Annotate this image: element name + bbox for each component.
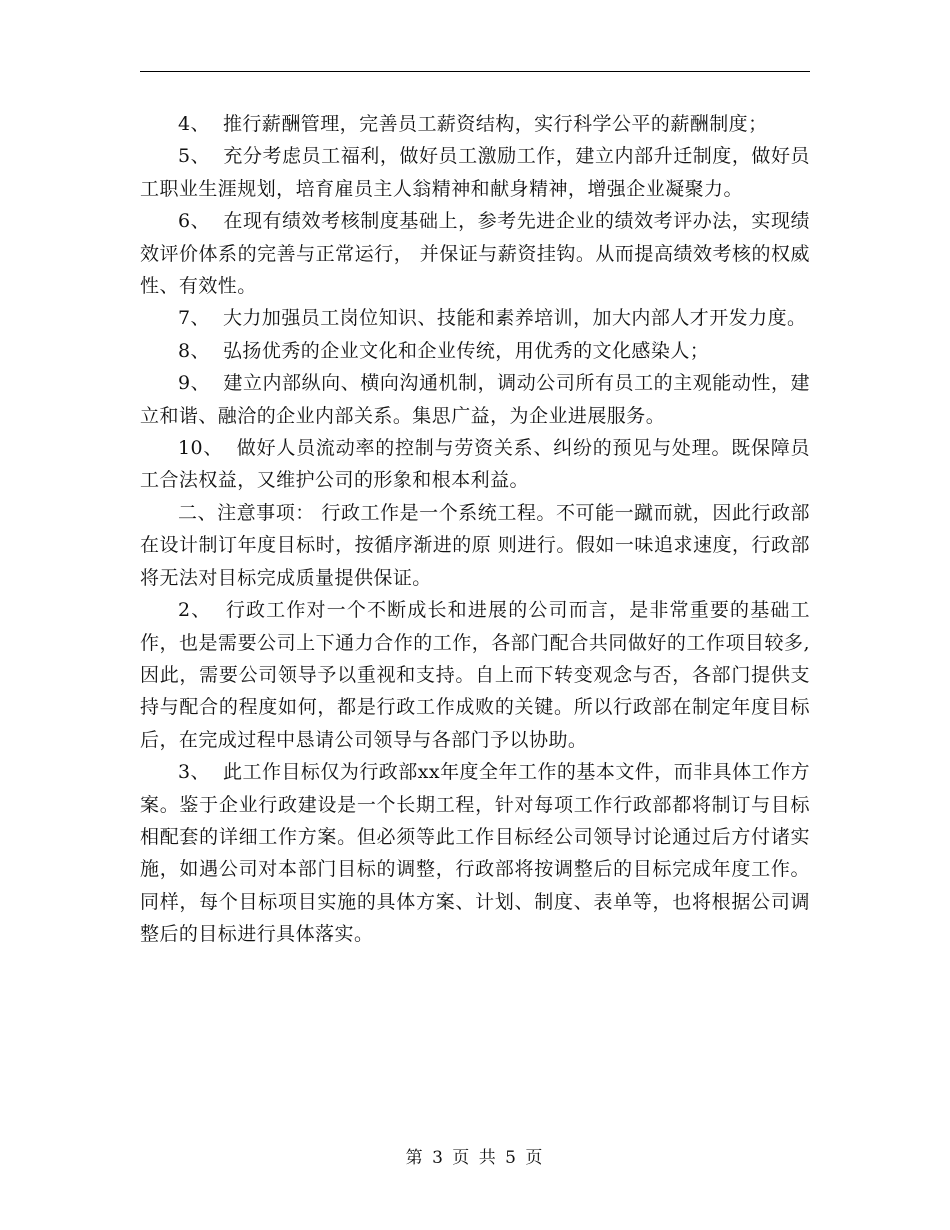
paragraph-item-6: 6、 在现有绩效考核制度基础上，参考先进企业的绩效考评办法，实现绩效评价体系的完善与正常运行， 并保证与薪资挂钩。从而提高绩效考核的权威性、有效性。 [140, 210, 810, 298]
section-notes-intro: 二、注意事项： 行政工作是一个系统工程。不可能一蹴而就，因此行政部在设计制订年度目标时，按循序渐进的原 则进行。假如一味追求速度，行政部将无法对目标完成质量提供保证。 [140, 501, 810, 589]
page-number: 第 3 页 共 5 页 [405, 1148, 545, 1168]
notes-item-2: 2、 行政工作对一个不断成长和进展的公司而言，是非常重要的基础工作，也是需要公司上下通力合作的工作，各部门配合共同做好的工作项目较多,因此，需要公司领导予以重视和支持。自上而下转变观念与否，各部门提供支持与配合的程度如何，都是行政工作成败的关键。所以行政部在制定年度目标后，在完成过程中恳请公司领导与各部门予以协助。 [140, 599, 810, 751]
paragraph-item-7: 7、 大力加强员工岗位知识、技能和素养培训，加大内部人才开发力度。 [178, 307, 807, 330]
paragraph-item-5: 5、 充分考虑员工福利，做好员工激励工作，建立内部升迁制度，做好员工职业生涯规划，培育雇员主人翁精神和献身精神，增强企业凝聚力。 [140, 145, 810, 200]
document-body [140, 108, 810, 951]
paragraph-item-4: 4、 推行薪酬管理，完善员工薪资结构，实行科学公平的薪酬制度； [178, 113, 768, 135]
notes-item-3: 3、 此工作目标仅为行政部xx年度全年工作的基本文件，而非具体工作方案。鉴于企业行政建设是一个长期工程，针对每项工作行政部都将制订与目标相配套的详细工作方案。但必须等此工作目标经公司领导讨论通过后方付诸实施，如遇公司对本部门目标的调整，行政部将按调整后的目标完成年度工作。同样，每个目标项目实施的具体方案、计划、制度、表单等，也将根据公司调整后的目标进行具体落实。 [140, 761, 810, 946]
paragraph-item-8: 8、 弘扬优秀的企业文化和企业传统，用优秀的文化感染人； [178, 339, 710, 362]
header-rule [140, 71, 810, 72]
paragraph-item-9: 9、 建立内部纵向、横向沟通机制，调动公司所有员工的主观能动性，建立和谐、融洽的企业内部关系。集思广益，为企业进展服务。 [140, 372, 810, 427]
paragraph-item-10: 10、 做好人员流动率的控制与劳资关系、纠纷的预见与处理。既保障员工合法权益，又维护公司的形象和根本利益。 [140, 437, 810, 492]
